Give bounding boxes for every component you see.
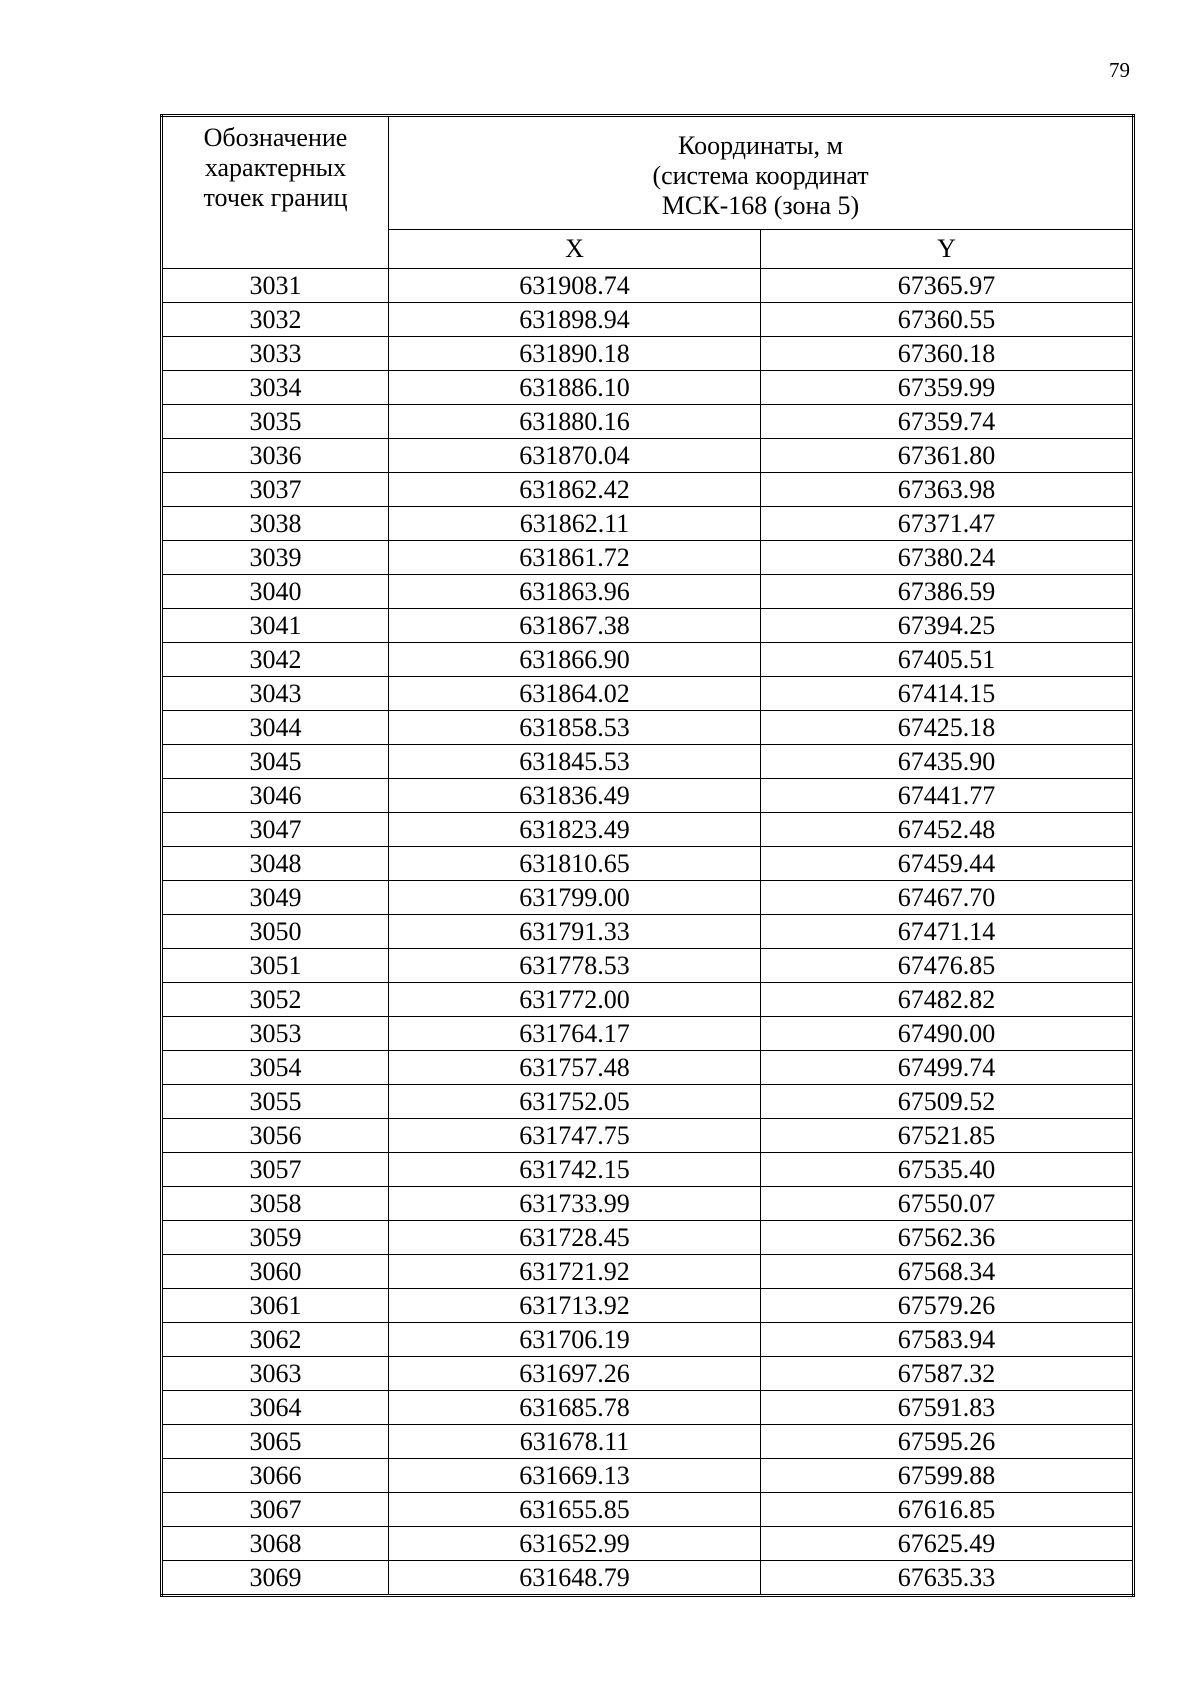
y-coordinate-cell: 67452.48 xyxy=(761,813,1134,847)
x-coordinate-cell: 631866.90 xyxy=(389,643,761,677)
header-x: X xyxy=(389,230,761,269)
x-coordinate-cell: 631867.38 xyxy=(389,609,761,643)
table-row xyxy=(162,507,1134,541)
table-row xyxy=(162,1051,1134,1085)
point-id-cell: 3049 xyxy=(162,881,389,915)
x-coordinate-cell: 631747.75 xyxy=(389,1119,761,1153)
y-coordinate-cell: 67435.90 xyxy=(761,745,1134,779)
table-row xyxy=(162,1187,1134,1221)
table-row xyxy=(162,337,1134,371)
x-coordinate-cell: 631810.65 xyxy=(389,847,761,881)
header-y: Y xyxy=(761,230,1134,269)
point-id-cell: 3054 xyxy=(162,1051,389,1085)
y-coordinate-cell: 67359.99 xyxy=(761,371,1134,405)
point-id-cell: 3048 xyxy=(162,847,389,881)
x-coordinate-cell: 631908.74 xyxy=(389,269,761,303)
table-row xyxy=(162,1085,1134,1119)
x-coordinate-cell: 631697.26 xyxy=(389,1357,761,1391)
y-coordinate-cell: 67587.32 xyxy=(761,1357,1134,1391)
point-id-cell: 3059 xyxy=(162,1221,389,1255)
point-id-cell: 3043 xyxy=(162,677,389,711)
point-id-cell: 3069 xyxy=(162,1561,389,1596)
point-id-cell: 3052 xyxy=(162,983,389,1017)
x-coordinate-cell: 631764.17 xyxy=(389,1017,761,1051)
point-id-cell: 3038 xyxy=(162,507,389,541)
x-coordinate-cell: 631772.00 xyxy=(389,983,761,1017)
y-coordinate-cell: 67568.34 xyxy=(761,1255,1134,1289)
x-coordinate-cell: 631858.53 xyxy=(389,711,761,745)
x-coordinate-cell: 631870.04 xyxy=(389,439,761,473)
x-coordinate-cell: 631845.53 xyxy=(389,745,761,779)
point-id-cell: 3037 xyxy=(162,473,389,507)
x-coordinate-cell: 631685.78 xyxy=(389,1391,761,1425)
y-coordinate-cell: 67476.85 xyxy=(761,949,1134,983)
point-id-cell: 3046 xyxy=(162,779,389,813)
y-coordinate-cell: 67616.85 xyxy=(761,1493,1134,1527)
point-id-cell: 3056 xyxy=(162,1119,389,1153)
point-id-cell: 3034 xyxy=(162,371,389,405)
table-row xyxy=(162,1493,1134,1527)
page-number: 79 xyxy=(1109,58,1130,82)
table-row xyxy=(162,1255,1134,1289)
y-coordinate-cell: 67414.15 xyxy=(761,677,1134,711)
x-coordinate-cell: 631728.45 xyxy=(389,1221,761,1255)
x-coordinate-cell: 631863.96 xyxy=(389,575,761,609)
y-coordinate-cell: 67471.14 xyxy=(761,915,1134,949)
point-id-cell: 3058 xyxy=(162,1187,389,1221)
y-coordinate-cell: 67459.44 xyxy=(761,847,1134,881)
point-id-cell: 3042 xyxy=(162,643,389,677)
table-row xyxy=(162,779,1134,813)
y-coordinate-cell: 67499.74 xyxy=(761,1051,1134,1085)
point-id-cell: 3053 xyxy=(162,1017,389,1051)
table-row xyxy=(162,643,1134,677)
x-coordinate-cell: 631678.11 xyxy=(389,1425,761,1459)
point-id-cell: 3063 xyxy=(162,1357,389,1391)
point-id-cell: 3057 xyxy=(162,1153,389,1187)
x-coordinate-cell: 631862.42 xyxy=(389,473,761,507)
table-row xyxy=(162,1357,1134,1391)
point-id-cell: 3044 xyxy=(162,711,389,745)
x-coordinate-cell: 631669.13 xyxy=(389,1459,761,1493)
table-body xyxy=(162,269,1134,1596)
x-coordinate-cell: 631890.18 xyxy=(389,337,761,371)
table-row xyxy=(162,1221,1134,1255)
x-coordinate-cell: 631898.94 xyxy=(389,303,761,337)
y-coordinate-cell: 67359.74 xyxy=(761,405,1134,439)
y-coordinate-cell: 67441.77 xyxy=(761,779,1134,813)
point-id-cell: 3051 xyxy=(162,949,389,983)
point-id-cell: 3031 xyxy=(162,269,389,303)
table-row xyxy=(162,473,1134,507)
table-row xyxy=(162,1425,1134,1459)
table-row xyxy=(162,1459,1134,1493)
point-id-cell: 3045 xyxy=(162,745,389,779)
table-row xyxy=(162,1289,1134,1323)
coordinates-table xyxy=(160,114,1135,1597)
x-coordinate-cell: 631742.15 xyxy=(389,1153,761,1187)
y-coordinate-cell: 67583.94 xyxy=(761,1323,1134,1357)
table-row xyxy=(162,1119,1134,1153)
point-id-cell: 3067 xyxy=(162,1493,389,1527)
header-point-designation-text: Обозначение характерных точек границ xyxy=(203,123,348,212)
y-coordinate-cell: 67599.88 xyxy=(761,1459,1134,1493)
y-coordinate-cell: 67635.33 xyxy=(761,1561,1134,1596)
point-id-cell: 3032 xyxy=(162,303,389,337)
point-id-cell: 3047 xyxy=(162,813,389,847)
y-coordinate-cell: 67625.49 xyxy=(761,1527,1134,1561)
table-row xyxy=(162,711,1134,745)
x-coordinate-cell: 631799.00 xyxy=(389,881,761,915)
table-row xyxy=(162,983,1134,1017)
table-row xyxy=(162,1017,1134,1051)
x-coordinate-cell: 631778.53 xyxy=(389,949,761,983)
point-id-cell: 3062 xyxy=(162,1323,389,1357)
header-point-designation xyxy=(162,116,389,269)
y-coordinate-cell: 67386.59 xyxy=(761,575,1134,609)
x-coordinate-cell: 631861.72 xyxy=(389,541,761,575)
table-header xyxy=(162,116,1134,269)
x-coordinate-cell: 631655.85 xyxy=(389,1493,761,1527)
y-coordinate-cell: 67579.26 xyxy=(761,1289,1134,1323)
point-id-cell: 3068 xyxy=(162,1527,389,1561)
table-row xyxy=(162,745,1134,779)
y-coordinate-cell: 67365.97 xyxy=(761,269,1134,303)
point-id-cell: 3064 xyxy=(162,1391,389,1425)
header-coordinates xyxy=(389,116,1134,230)
table-row xyxy=(162,1527,1134,1561)
y-coordinate-cell: 67535.40 xyxy=(761,1153,1134,1187)
point-id-cell: 3040 xyxy=(162,575,389,609)
point-id-cell: 3061 xyxy=(162,1289,389,1323)
point-id-cell: 3041 xyxy=(162,609,389,643)
y-coordinate-cell: 67521.85 xyxy=(761,1119,1134,1153)
x-coordinate-cell: 631886.10 xyxy=(389,371,761,405)
table-row xyxy=(162,1323,1134,1357)
point-id-cell: 3050 xyxy=(162,915,389,949)
x-coordinate-cell: 631836.49 xyxy=(389,779,761,813)
table-row xyxy=(162,949,1134,983)
x-coordinate-cell: 631862.11 xyxy=(389,507,761,541)
x-coordinate-cell: 631721.92 xyxy=(389,1255,761,1289)
table-row xyxy=(162,915,1134,949)
table-row xyxy=(162,439,1134,473)
point-id-cell: 3039 xyxy=(162,541,389,575)
y-coordinate-cell: 67405.51 xyxy=(761,643,1134,677)
table-row xyxy=(162,575,1134,609)
y-coordinate-cell: 67360.18 xyxy=(761,337,1134,371)
x-coordinate-cell: 631791.33 xyxy=(389,915,761,949)
y-coordinate-cell: 67380.24 xyxy=(761,541,1134,575)
x-coordinate-cell: 631713.92 xyxy=(389,1289,761,1323)
y-coordinate-cell: 67394.25 xyxy=(761,609,1134,643)
table-row xyxy=(162,881,1134,915)
y-coordinate-cell: 67363.98 xyxy=(761,473,1134,507)
table-row xyxy=(162,405,1134,439)
y-coordinate-cell: 67467.70 xyxy=(761,881,1134,915)
point-id-cell: 3036 xyxy=(162,439,389,473)
point-id-cell: 3065 xyxy=(162,1425,389,1459)
table-row xyxy=(162,303,1134,337)
y-coordinate-cell: 67562.36 xyxy=(761,1221,1134,1255)
x-coordinate-cell: 631706.19 xyxy=(389,1323,761,1357)
x-coordinate-cell: 631823.49 xyxy=(389,813,761,847)
table-row xyxy=(162,813,1134,847)
table-row xyxy=(162,1391,1134,1425)
x-coordinate-cell: 631864.02 xyxy=(389,677,761,711)
point-id-cell: 3066 xyxy=(162,1459,389,1493)
y-coordinate-cell: 67361.80 xyxy=(761,439,1134,473)
table-row xyxy=(162,1153,1134,1187)
x-coordinate-cell: 631652.99 xyxy=(389,1527,761,1561)
y-coordinate-cell: 67490.00 xyxy=(761,1017,1134,1051)
y-coordinate-cell: 67360.55 xyxy=(761,303,1134,337)
y-coordinate-cell: 67509.52 xyxy=(761,1085,1134,1119)
x-coordinate-cell: 631733.99 xyxy=(389,1187,761,1221)
table-row xyxy=(162,609,1134,643)
y-coordinate-cell: 67591.83 xyxy=(761,1391,1134,1425)
table-row xyxy=(162,847,1134,881)
y-coordinate-cell: 67550.07 xyxy=(761,1187,1134,1221)
x-coordinate-cell: 631757.48 xyxy=(389,1051,761,1085)
y-coordinate-cell: 67371.47 xyxy=(761,507,1134,541)
x-coordinate-cell: 631648.79 xyxy=(389,1561,761,1596)
point-id-cell: 3055 xyxy=(162,1085,389,1119)
y-coordinate-cell: 67425.18 xyxy=(761,711,1134,745)
header-coordinates-text: Координаты, м (система координат МСК-168 (зона 5) xyxy=(652,131,869,220)
table-row xyxy=(162,371,1134,405)
point-id-cell: 3033 xyxy=(162,337,389,371)
x-coordinate-cell: 631752.05 xyxy=(389,1085,761,1119)
y-coordinate-cell: 67595.26 xyxy=(761,1425,1134,1459)
table-row xyxy=(162,1561,1134,1596)
y-coordinate-cell: 67482.82 xyxy=(761,983,1134,1017)
table-row xyxy=(162,269,1134,303)
x-coordinate-cell: 631880.16 xyxy=(389,405,761,439)
point-id-cell: 3060 xyxy=(162,1255,389,1289)
point-id-cell: 3035 xyxy=(162,405,389,439)
table-row xyxy=(162,541,1134,575)
table-row xyxy=(162,677,1134,711)
